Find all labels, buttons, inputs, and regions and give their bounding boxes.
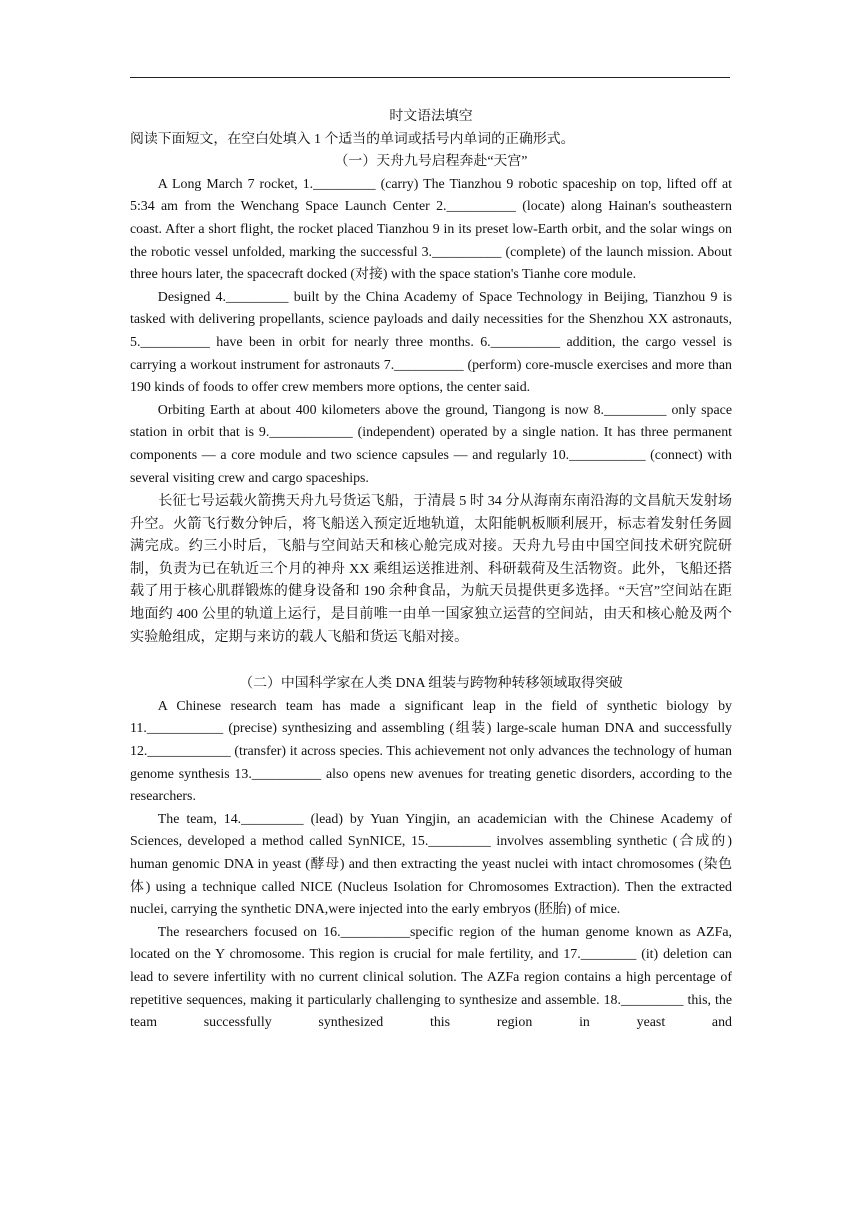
section1-paragraph-3: Orbiting Earth at about 400 kilometers above the ground, Tiangong is now 8._________ only space station in orbit that is 9.____________ (independent) operated by a single nation. It has three permanent components — a core module and two science capsules — and regularly 10.___________ (connect) with several visiting crew and cargo spaceships.	[130, 402, 732, 486]
section1-paragraph-1: A Long March 7 rocket, 1._________ (carry) The Tianzhou 9 robotic spaceship on top, lifted off at 5:34 am from the Wenchang Space Launch Center 2.__________ (locate) along Hainan's southeastern coast. After a short flight, the rocket placed Tianzhou 9 in its preset low-Earth orbit, and the solar wings on the robotic vessel unfolded, marking the successful 3.__________ (complete) of the launch mission. About three hours later, the spacecraft docked (对接) with the space station's Tianhe core module.	[130, 176, 732, 283]
section1-paragraph-2: Designed 4._________ built by the China Academy of Space Technology in Beijing, Tianzhou 9 is tasked with delivering propellants, science payloads and daily necessities for the Shenzhou XX astronauts, 5.__________ have been in orbit for nearly three months. 6.__________ addition, the cargo vessel is carrying a workout instrument for astronauts 7.__________ (perform) core-muscle exercises and more than 190 kinds of foods to offer crew members more options, the center said.	[130, 289, 732, 396]
section2-paragraph-1: A Chinese research team has made a significant leap in the field of synthetic biology by 11.___________ (precise) synthesizing and assembling (组装) large-scale human DNA and successfully 12.____________ (transfer) it across species. This achievement not only advances the technology of human genome synthesis 13.__________ also opens new avenues for treating genetic disorders, according to the researchers.	[130, 698, 732, 805]
section2-paragraph-3: The researchers focused on 16.__________specific region of the human genome known as AZFa, located on the Y chromosome. This region is crucial for male fertility, and 17.________ (it) deletion can lead to severe infertility with no current clinical solution. The AZFa region contains a high percentage of repetitive sequences, making it particularly challenging to synthesize and assemble. 18._________ this, the team successfully synthesized this region in yeast and	[130, 924, 732, 1031]
section1-heading: （一）天舟九号启程奔赴“天宫”	[334, 154, 528, 170]
header-rule	[130, 77, 730, 78]
document-body	[130, 106, 732, 1035]
section1-translation: 长征七号运载火箭携天舟九号货运飞船，于清晨 5 时 34 分从海南东南沿海的文昌航天发射场升空。火箭飞行数分钟后，将飞船送入预定近地轨道，太阳能帆板顺利展开，标志着发射任务圆满完成。约三小时后，飞船与空间站天和核心舱完成对接。天舟九号由中国空间技术研究院研制，负责为已在轨近三个月的神舟 XX 乘组运送推进剂、科研载荷及生活物资。此外，飞船还搭载了用于核心肌群锻炼的健身设备和 190 余种食品，为航天员提供更多选择。“天宫”空间站在距地面约 400 公里的轨道上运行，是目前唯一由单一国家独立运营的空间站，由天和核心舱及两个实验舱组成，定期与来访的载人飞船和货运飞船对接。	[130, 493, 732, 645]
section-spacer	[130, 648, 732, 673]
page-title: 时文语法填空	[389, 109, 473, 124]
section2-heading: （二）中国科学家在人类 DNA 组装与跨物种转移领域取得突破	[239, 676, 623, 692]
instruction-text: 阅读下面短文，在空白处填入 1 个适当的单词或括号内单词的正确形式。	[130, 131, 575, 147]
section2-paragraph-2: The team, 14._________ (lead) by Yuan Yingjin, an academician with the Chinese Academy of Sciences, developed a method called SynNICE, 15._________ involves assembling synthetic (合成的) human genomic DNA in yeast (酵母) and then extracting the yeast nuclei with intact chromosomes (染色体) using a technique called NICE (Nucleus Isolation for Chromosomes Extraction). Then the extracted nuclei, carrying the synthetic DNA,were injected into the early embryos (胚胎) of mice.	[130, 811, 732, 918]
